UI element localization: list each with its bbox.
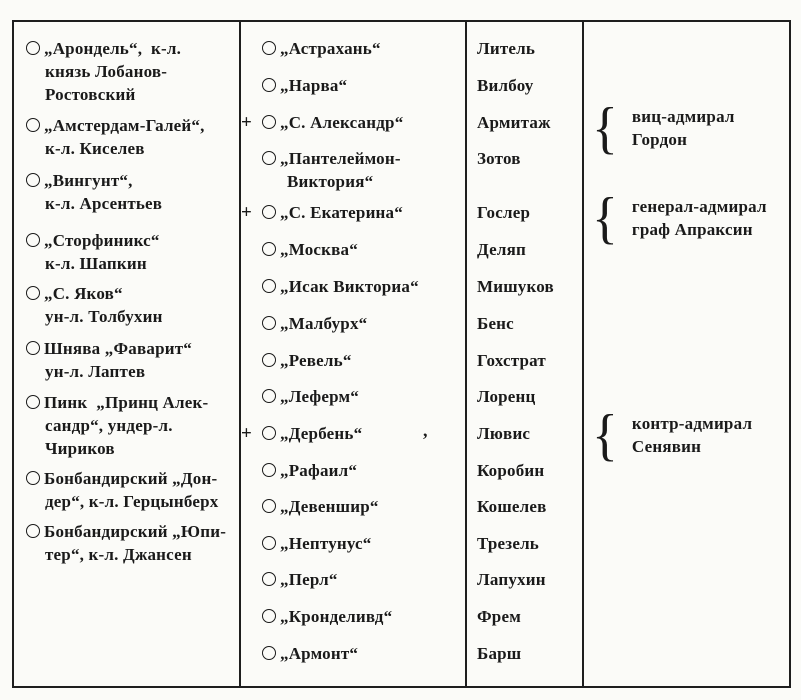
ship-entry-line: дер“, к-л. Герцынберх xyxy=(45,492,219,511)
captain-name: Трезель xyxy=(477,534,539,553)
ship-row-line xyxy=(241,385,465,408)
ship-entry-line xyxy=(26,282,241,305)
circle-icon xyxy=(26,173,40,187)
ship-entry-text: „Амстердам-Галей“, xyxy=(44,116,205,135)
circle-icon xyxy=(262,536,276,550)
ship-row-line xyxy=(241,605,465,628)
ship-entry-line xyxy=(26,169,241,192)
ship-row-line xyxy=(241,495,465,518)
captain-name: Гослер xyxy=(477,203,531,222)
ship-entry xyxy=(26,391,241,460)
ship-name: „Нарва“ xyxy=(280,76,348,95)
ship-entry-line xyxy=(26,520,241,543)
captain-name: Армитаж xyxy=(477,113,551,132)
captain-name: Литель xyxy=(477,39,536,58)
ship-name: „Нептунус“ xyxy=(280,534,372,553)
ship-row-line xyxy=(241,422,465,445)
captain-name: Деляп xyxy=(477,240,526,259)
ship-entry-line: к-л. Шапкин xyxy=(45,254,147,273)
admiral-label xyxy=(632,105,735,151)
plus-mark-icon: + xyxy=(241,423,253,444)
circle-icon xyxy=(262,151,276,165)
ship-row xyxy=(241,642,465,665)
ship-row xyxy=(241,385,465,408)
ship-row-line xyxy=(241,459,465,482)
ship-entry-text: „Вингунт“, xyxy=(44,171,133,190)
circle-icon xyxy=(262,78,276,92)
ship-entry xyxy=(26,114,241,160)
ship-row-line xyxy=(241,201,465,224)
admiral-group xyxy=(592,403,753,467)
captain-name: Мишуков xyxy=(477,277,554,296)
captain-name: Лапухин xyxy=(477,570,546,589)
circle-icon xyxy=(26,233,40,247)
fleet-table xyxy=(12,20,791,688)
ship-name: „Пантелеймон- xyxy=(280,149,401,168)
ship-entry-line xyxy=(26,337,241,360)
circle-icon xyxy=(26,395,40,409)
circle-icon xyxy=(262,242,276,256)
ship-row xyxy=(241,74,465,97)
brace-icon: { xyxy=(592,186,618,250)
ship-name: „Дербень“ xyxy=(280,424,363,443)
circle-icon xyxy=(26,118,40,132)
ship-entry-text: Бонбандирский „Юпи- xyxy=(44,522,227,541)
ship-row-line xyxy=(241,349,465,372)
ship-row-line xyxy=(241,74,465,97)
circle-icon xyxy=(262,41,276,55)
plus-mark-icon: + xyxy=(241,112,253,133)
ship-entry-line xyxy=(26,391,241,414)
captain-name: Вилбоу xyxy=(477,76,534,95)
circle-icon xyxy=(262,572,276,586)
ship-row-line xyxy=(241,275,465,298)
admiral-label-line: граф Апраксин xyxy=(631,220,753,239)
ship-row xyxy=(241,111,465,134)
admiral-label-line: Сенявин xyxy=(631,437,702,456)
captain-name: Барш xyxy=(477,644,522,663)
ship-entry-line: к-л. Арсентьев xyxy=(45,194,163,213)
ship-row xyxy=(241,312,465,335)
circle-icon xyxy=(262,389,276,403)
admiral-label xyxy=(632,195,767,241)
ship-entry xyxy=(26,169,241,215)
admiral-group xyxy=(592,96,735,160)
ship-row xyxy=(241,459,465,482)
brace-icon: { xyxy=(592,96,618,160)
circle-icon xyxy=(262,499,276,513)
ship-row xyxy=(241,275,465,298)
admiral-group xyxy=(592,186,767,250)
circle-icon xyxy=(262,609,276,623)
ship-entry-text: Пинк „Принц Алек- xyxy=(44,393,209,412)
ship-row xyxy=(241,422,465,445)
ship-entry-line xyxy=(26,37,241,60)
circle-icon xyxy=(262,463,276,477)
ship-entry xyxy=(26,520,241,566)
ship-entry-line xyxy=(26,114,241,137)
ship-row-line xyxy=(241,642,465,665)
ship-name-continuation: Виктория“ xyxy=(287,172,374,191)
captain-name: Лоренц xyxy=(477,387,536,406)
captain-name: Зотов xyxy=(477,149,521,168)
column-divider-2 xyxy=(465,22,467,686)
ship-row-line xyxy=(241,312,465,335)
circle-icon xyxy=(26,471,40,485)
circle-icon xyxy=(26,286,40,300)
ship-row xyxy=(241,37,465,60)
ship-entry-line: ун-л. Лаптев xyxy=(45,362,146,381)
ship-entry-line: сандр“, ундер-л. xyxy=(45,416,173,435)
ship-entry xyxy=(26,37,241,106)
circle-icon xyxy=(262,426,276,440)
circle-icon xyxy=(262,279,276,293)
ship-entry-line: ун-л. Толбухин xyxy=(45,307,163,326)
ship-entry-line xyxy=(26,229,241,252)
ship-entry-line xyxy=(26,467,241,490)
ship-name: „Астрахань“ xyxy=(280,39,381,58)
ship-name: „Рафаил“ xyxy=(280,461,358,480)
ship-name: „Кронделивд“ xyxy=(280,607,393,626)
ship-entry-line: Ростовский xyxy=(45,85,136,104)
ship-row-line xyxy=(241,568,465,591)
ship-row xyxy=(241,532,465,555)
ship-entry-line: Чириков xyxy=(45,439,115,458)
admiral-label-line: генерал-адмирал xyxy=(631,197,767,216)
ship-row-line xyxy=(241,238,465,261)
captain-name: Гохстрат xyxy=(477,351,546,370)
ship-name: „Исак Викториа“ xyxy=(280,277,419,296)
ship-entry-text: „С. Яков“ xyxy=(44,284,123,303)
captain-name: Коробин xyxy=(477,461,545,480)
admiral-label-line: Гордон xyxy=(631,130,688,149)
ship-name: „Леферм“ xyxy=(280,387,359,406)
ship-row-line xyxy=(241,111,465,134)
circle-icon xyxy=(26,41,40,55)
ship-name: „Девеншир“ xyxy=(280,497,379,516)
circle-icon xyxy=(262,115,276,129)
ship-name: „С. Александр“ xyxy=(280,113,404,132)
ship-entry-text: „Сторфиникс“ xyxy=(44,231,160,250)
ship-entry-line: тер“, к-л. Джансен xyxy=(45,545,192,564)
ship-entry xyxy=(26,282,241,328)
ship-entry xyxy=(26,467,241,513)
admiral-label-line: виц-адмирал xyxy=(631,107,735,126)
ship-name: „С. Екатерина“ xyxy=(280,203,403,222)
captain-name: Кошелев xyxy=(477,497,547,516)
ship-entry xyxy=(26,337,241,383)
plus-mark-icon: + xyxy=(241,202,253,223)
ship-row-line xyxy=(241,532,465,555)
ship-name: „Армонт“ xyxy=(280,644,359,663)
circle-icon xyxy=(26,341,40,355)
ship-row xyxy=(241,495,465,518)
ship-entry-line: князь Лобанов- xyxy=(45,62,168,81)
captain-name: Бенс xyxy=(477,314,514,333)
ship-name: „Малбурх“ xyxy=(280,314,368,333)
captain-name: Лювис xyxy=(477,424,531,443)
circle-icon xyxy=(26,524,40,538)
ship-name: „Ревель“ xyxy=(280,351,352,370)
brace-icon: { xyxy=(592,403,618,467)
ship-entry-text: Бонбандирский „Дон- xyxy=(44,469,218,488)
ship-name: „Перл“ xyxy=(280,570,338,589)
ship-row xyxy=(241,147,465,193)
circle-icon xyxy=(262,316,276,330)
ship-row xyxy=(241,568,465,591)
ship-row xyxy=(241,605,465,628)
ship-row-line xyxy=(241,37,465,60)
ship-entry-text: Шнява „Фаварит“ xyxy=(44,339,192,358)
captain-name: Фрем xyxy=(477,607,521,626)
ship-row xyxy=(241,349,465,372)
ship-entry-text: „Арондель“, к-л. xyxy=(44,39,182,58)
ship-row xyxy=(241,238,465,261)
ship-row-line xyxy=(241,147,465,170)
circle-icon xyxy=(262,205,276,219)
circle-icon xyxy=(262,353,276,367)
ship-entry-line: к-л. Киселев xyxy=(45,139,145,158)
column-divider-3 xyxy=(582,22,584,686)
admiral-label-line: контр-адмирал xyxy=(631,414,753,433)
ship-entry xyxy=(26,229,241,275)
admiral-label xyxy=(632,412,752,458)
ship-row xyxy=(241,201,465,224)
stray-print-mark: , xyxy=(423,420,428,440)
circle-icon xyxy=(262,646,276,660)
ship-name: „Москва“ xyxy=(280,240,358,259)
